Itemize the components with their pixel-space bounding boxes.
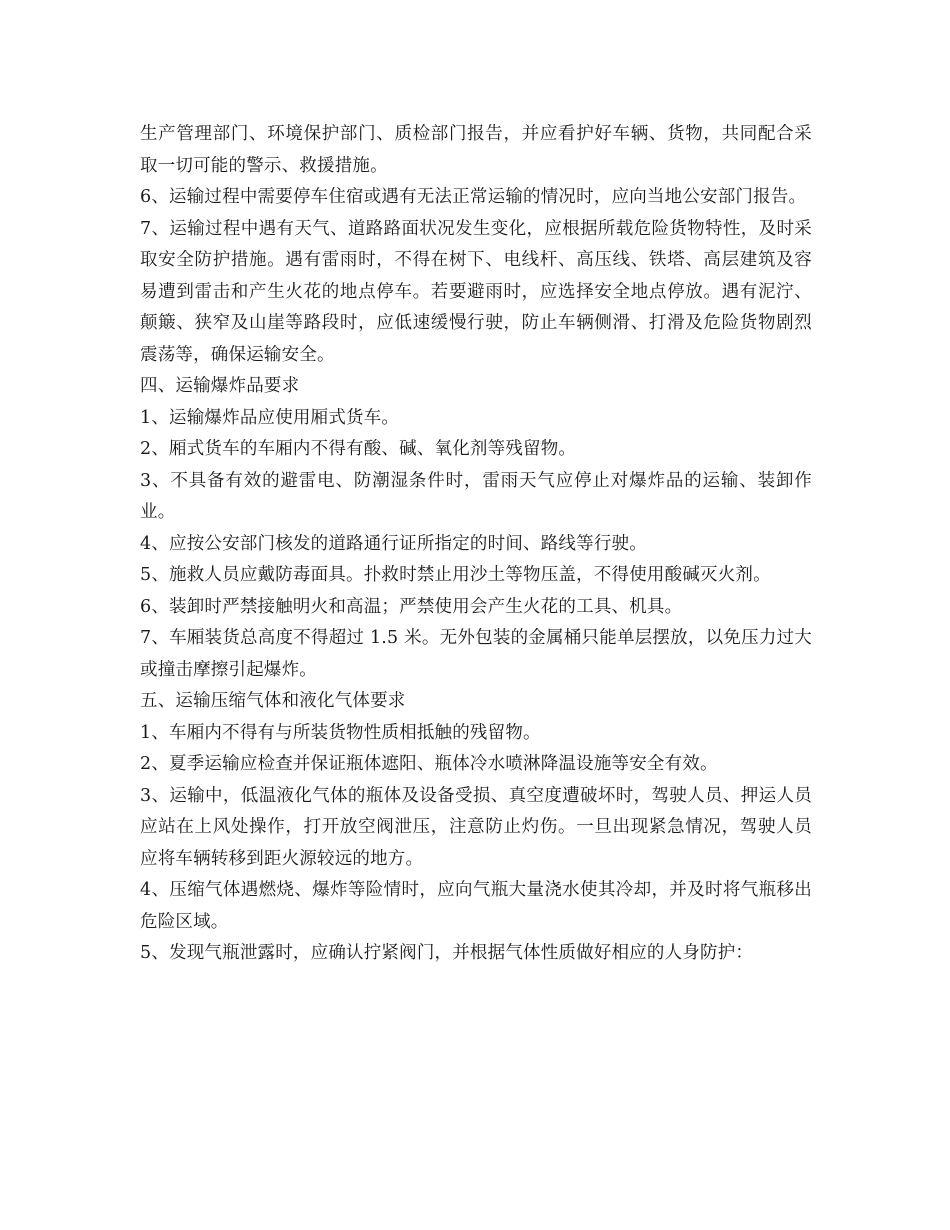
paragraph-gases-3: 3、运输中，低温液化气体的瓶体及设备受损、真空度遭破坏时，驾驶人员、押运人员应站在上风处操作，打开放空阀泄压，注意防止灼伤。一旦出现紧急情况，驾驶人员应将车辆转移到距火源较远的地方。 [140,785,812,869]
paragraph-gases-4: 4、压缩气体遇燃烧、爆炸等险情时，应向气瓶大量浇水使其冷却，并及时将气瓶移出危险区域。 [140,880,812,932]
paragraph-gases-5: 5、发现气瓶泄露时，应确认拧紧阀门，并根据气体性质做好相应的人身防护： [140,943,754,963]
paragraph-explosives-5: 5、施救人员应戴防毒面具。扑救时禁止用沙土等物压盖，不得使用酸碱灭火剂。 [140,565,771,585]
paragraph-explosives-7: 7、车厢装货总高度不得超过 1.5 米。无外包装的金属桶只能单层摆放，以免压力过大或撞击摩擦引起爆炸。 [140,628,812,680]
paragraph-continuation: 生产管理部门、环境保护部门、质检部门报告，并应看护好车辆、货物，共同配合采取一切可能的警示、救援措施。 [140,124,812,176]
paragraph-explosives-3: 3、不具备有效的避雷电、防潮湿条件时，雷雨天气应停止对爆炸品的运输、装卸作业。 [140,470,812,522]
paragraph-item-6-stop: 6、运输过程中需要停车住宿或遇有无法正常运输的情况时，应向当地公安部门报告。 [140,187,807,207]
paragraph-explosives-1: 1、运输爆炸品应使用厢式货车。 [140,407,400,428]
section-heading-gases: 五、运输压缩气体和液化气体要求 [140,691,406,711]
paragraph-explosives-4: 4、应按公安部门核发的道路通行证所指定的时间、路线等行驶。 [140,533,647,554]
document-body [140,119,812,970]
section-heading-explosives: 四、运输爆炸品要求 [140,376,300,396]
paragraph-explosives-2: 2、厢式货车的车厢内不得有酸、碱、氧化剂等残留物。 [140,439,577,459]
paragraph-gases-2: 2、夏季运输应检查并保证瓶体遮阳、瓶体冷水喷淋降温设施等安全有效。 [140,754,718,774]
paragraph-explosives-6: 6、装卸时严禁接触明火和高温；严禁使用会产生火花的工具、机具。 [140,596,683,617]
paragraph-gases-1: 1、车厢内不得有与所装货物性质相抵触的残留物。 [140,722,541,743]
paragraph-item-7-weather: 7、运输过程中遇有天气、道路路面状况发生变化，应根据所载危险货物特性，及时采取安全防护措施。遇有雷雨时，不得在树下、电线杆、高压线、铁塔、高层建筑及容易遭到雷击和产生火花的地点停车。若要避雨时，应选择安全地点停放。遇有泥泞、颠簸、狭窄及山崖等路段时，应低速缓慢行驶，防止车辆侧滑、打滑及危险货物剧烈震荡等，确保运输安全。 [140,218,812,365]
